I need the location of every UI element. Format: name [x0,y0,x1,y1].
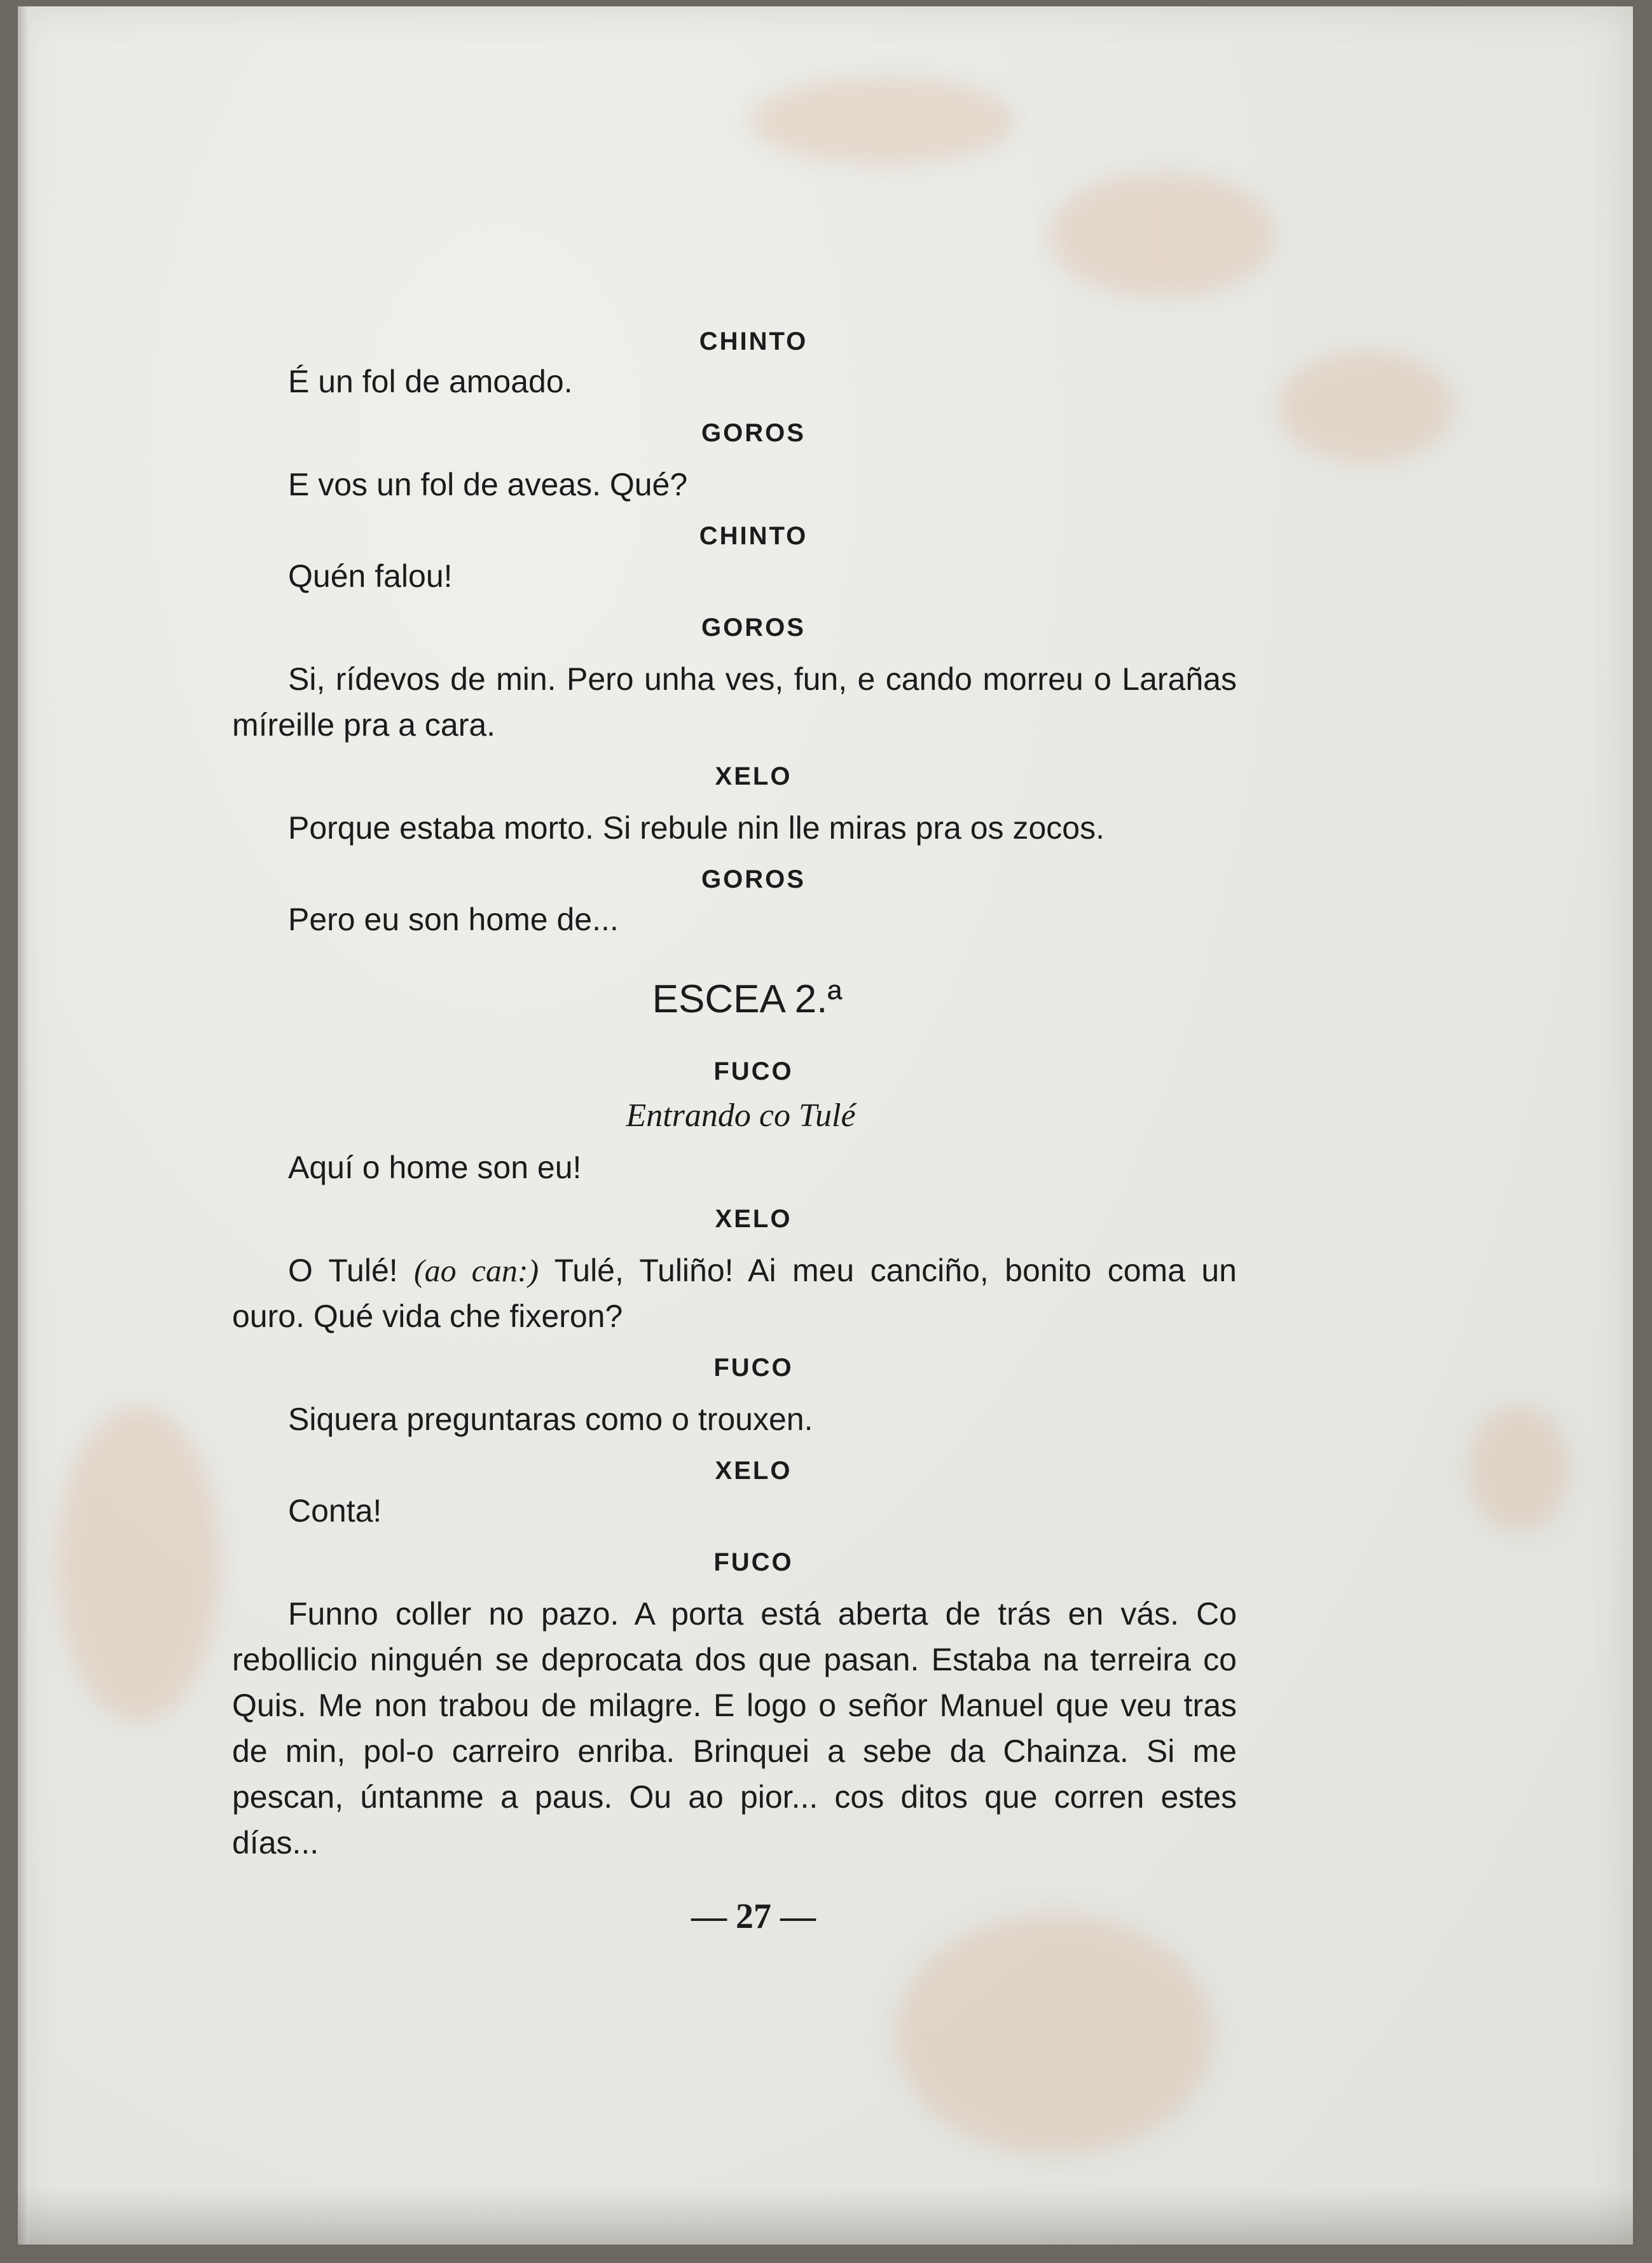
speaker-name: GOROS [701,419,806,447]
dialogue-line: Conta! [288,1493,382,1529]
dialogue-line: E vos un fol de aveas. Qué? [288,467,688,502]
speaker-name: GOROS [701,865,806,893]
speaker-name: XELO [715,762,792,790]
speaker-name: GOROS [701,614,806,642]
page-binding-edge [18,6,29,2245]
dialogue-line: Aquí o home son eu! [288,1150,582,1185]
play-text [232,324,1237,1972]
dialogue-line: Quén falou! [288,558,453,594]
stain [1468,1405,1569,1532]
book-page [18,6,1633,2245]
stain [56,1405,221,1723]
dialogue-line: Siquera preguntaras como o trouxen. [288,1401,813,1437]
dialogue-line: Funno coller no pazo. A porta está aberta de trás en vás. Co rebollicio ninguén se deprocata dos que pasan. Estaba na terreira co Quis. Me non trabou de milagre. E logo o señor Manuel que veu tras de min, pol-o carreiro enriba. Brinquei a sebe da Chainza. Si me pescan, úntanme a paus. Ou ao pior... cos ditos que corren estes días... [232,1596,1237,1861]
speaker-name: FUCO [713,1354,794,1382]
page-bottom-wear [18,2187,1633,2245]
page-number: — 27 — [691,1897,816,1936]
speaker-name: XELO [715,1205,792,1233]
speaker-name: CHINTO [699,522,808,550]
stain [1277,350,1455,464]
speaker-name: CHINTO [699,327,808,355]
speaker-name: XELO [715,1457,792,1485]
scene-title: ESCEA 2.ª [652,977,843,1021]
inline-stage-direction: (ao can:) [414,1253,539,1288]
dialogue-text: O Tulé! [288,1253,398,1288]
dialogue-line [232,1248,1237,1339]
stain [749,76,1016,165]
speaker-name: FUCO [713,1548,794,1576]
dialogue-line: É un fol de amoado. [288,364,573,399]
stage-direction: Entrando co Tulé [626,1097,856,1134]
dialogue-line: Si, rídevos de min. Pero unha ves, fun, e cando morreu o Larañas míreille pra a cara. [232,661,1237,743]
dialogue-line: Pero eu son home de... [288,902,619,937]
stain [1048,172,1277,299]
dialogue-line: Porque estaba morto. Si rebule nin lle miras pra os zocos. [288,810,1105,846]
dialogue-text: Tulé, Tuliño! Ai meu canciño, bonito coma un ouro. Qué vida che fixeron? [232,1253,1237,1334]
speaker-name: FUCO [713,1057,794,1085]
